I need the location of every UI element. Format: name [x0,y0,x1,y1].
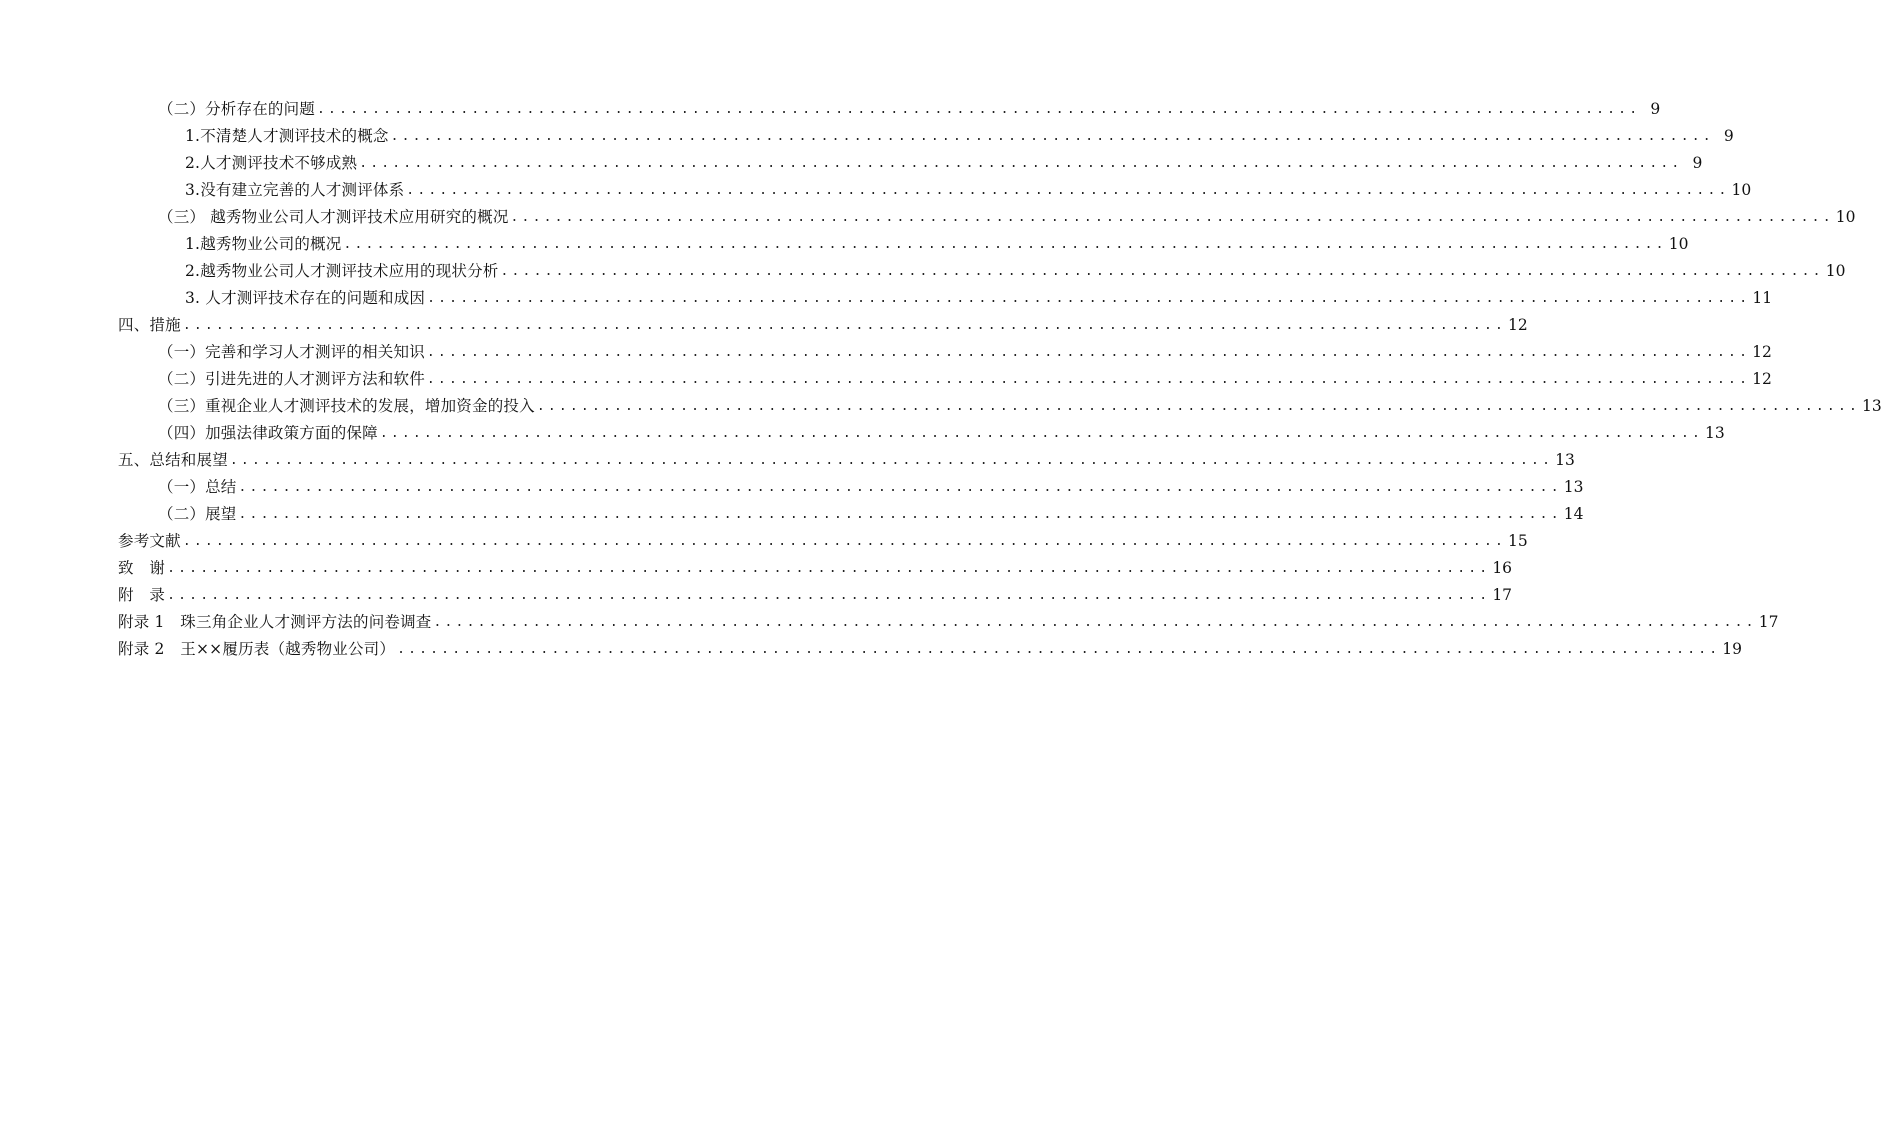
toc-page-number: 13 [1555,451,1575,469]
toc-page-number: 13 [1563,478,1584,496]
toc-entry[interactable] [118,474,1584,501]
toc-leader-dots: ........................................................................................................................ [510,210,1834,225]
toc-leader-dots: ........................................................................................................................ [433,615,1757,630]
toc-entry-label: （一）完善和学习人才测评的相关知识 [158,343,425,361]
toc-entry[interactable] [118,150,1703,177]
toc-page-number: 16 [1492,559,1513,577]
toc-leader-dots: ........................................................................................................................ [182,318,1507,333]
toc-entry-label: （二）展望 [158,505,237,523]
toc-page-number: 19 [1722,640,1743,658]
toc-page-number: 17 [1758,613,1779,631]
toc-page-number: 10 [1668,235,1689,253]
toc-entry-label: 3.没有建立完善的人才测评体系 [185,181,405,199]
toc-entry[interactable] [118,366,1772,393]
toc-entry-label: 1.不清楚人才测评技术的概念 [185,127,389,145]
toc-leader-dots: ........................................................................................................................ [397,642,1721,657]
toc-page-number: 10 [1835,208,1856,226]
toc-leader-dots: ........................................................................................................................ [229,453,1554,468]
toc-page-number: 13 [1705,424,1725,442]
table-of-contents [118,96,1882,663]
toc-entry-label: 2.人才测评技术不够成熟 [185,154,358,172]
toc-page-number: 12 [1508,316,1528,334]
toc-page-number: 12 [1752,343,1772,361]
toc-entry-label: 四、措施 [118,316,181,334]
toc-entry-label: 1.越秀物业公司的概况 [185,235,342,253]
toc-entry-label: 附录 2 王××履历表（越秀物业公司） [118,640,396,658]
toc-entry[interactable] [118,285,1773,312]
toc-entry-label: 2.越秀物业公司人才测评技术应用的现状分析 [185,262,499,280]
toc-page-number: 10 [1731,181,1752,199]
toc-entry[interactable] [118,177,1752,204]
toc-entry-label: （四）加强法律政策方面的保障 [158,424,378,442]
toc-entry-label: （三）重视企业人才测评技术的发展，增加资金的投入 [158,397,535,415]
toc-leader-dots: ........................................................................................................................ [500,264,1824,279]
toc-leader-dots: ........................................................................................................................ [536,399,1861,414]
toc-leader-dots: ........................................................................................................................ [317,102,1641,117]
toc-entry[interactable] [118,339,1772,366]
toc-page-number: 9 [1692,154,1703,172]
toc-entry[interactable] [118,204,1856,231]
toc-entry[interactable] [118,501,1584,528]
toc-leader-dots: ........................................................................................................................ [182,534,1507,549]
toc-entry[interactable] [118,636,1743,663]
toc-entry[interactable] [118,312,1528,339]
toc-page-number: 15 [1508,532,1528,550]
toc-entry-label: 附录 1 珠三角企业人才测评方法的问卷调查 [118,613,432,631]
toc-page-number: 17 [1492,586,1513,604]
toc-entry[interactable] [118,555,1513,582]
toc-entry[interactable] [118,609,1779,636]
toc-leader-dots: ........................................................................................................................ [426,345,1751,360]
toc-page-number: 12 [1752,370,1772,388]
toc-entry-label: 致 谢 [118,559,166,577]
toc-leader-dots: ........................................................................................................................ [427,291,1751,306]
toc-leader-dots: ........................................................................................................................ [426,372,1751,387]
toc-entry[interactable] [118,123,1734,150]
toc-page-number: 14 [1563,505,1584,523]
toc-entry[interactable] [118,231,1689,258]
toc-entry[interactable] [118,420,1725,447]
toc-page-number: 10 [1825,262,1846,280]
toc-leader-dots: ........................................................................................................................ [167,588,1491,603]
toc-entry[interactable] [118,258,1846,285]
toc-entry-label: （二）分析存在的问题 [158,100,316,118]
toc-entry[interactable] [118,528,1528,555]
toc-page-number: 11 [1752,289,1773,307]
toc-entry-label: 参考文献 [118,532,181,550]
toc-page-number: 9 [1723,127,1734,145]
toc-entry-label: （三） 越秀物业公司人才测评技术应用研究的概况 [158,208,509,226]
toc-leader-dots: ........................................................................................................................ [406,183,1730,198]
toc-entry-label: 附 录 [118,586,166,604]
toc-leader-dots: ........................................................................................................................ [167,561,1491,576]
toc-page-number: 9 [1650,100,1661,118]
toc-leader-dots: ........................................................................................................................ [343,237,1667,252]
toc-entry-label: （二）引进先进的人才测评方法和软件 [158,370,425,388]
toc-entry[interactable] [118,582,1513,609]
toc-entry[interactable] [118,96,1661,123]
toc-entry-label: 五、总结和展望 [118,451,228,469]
toc-page-number: 13 [1862,397,1882,415]
toc-entry-label: （一）总结 [158,478,237,496]
toc-leader-dots: ........................................................................................................................ [238,507,1562,522]
toc-entry[interactable] [118,393,1882,420]
toc-leader-dots: ........................................................................................................................ [359,156,1683,171]
toc-leader-dots: ........................................................................................................................ [238,480,1562,495]
toc-entry-label: 3. 人才测评技术存在的问题和成因 [185,289,426,307]
toc-entry[interactable] [118,447,1575,474]
toc-leader-dots: ........................................................................................................................ [379,426,1704,441]
toc-leader-dots: ........................................................................................................................ [390,129,1714,144]
